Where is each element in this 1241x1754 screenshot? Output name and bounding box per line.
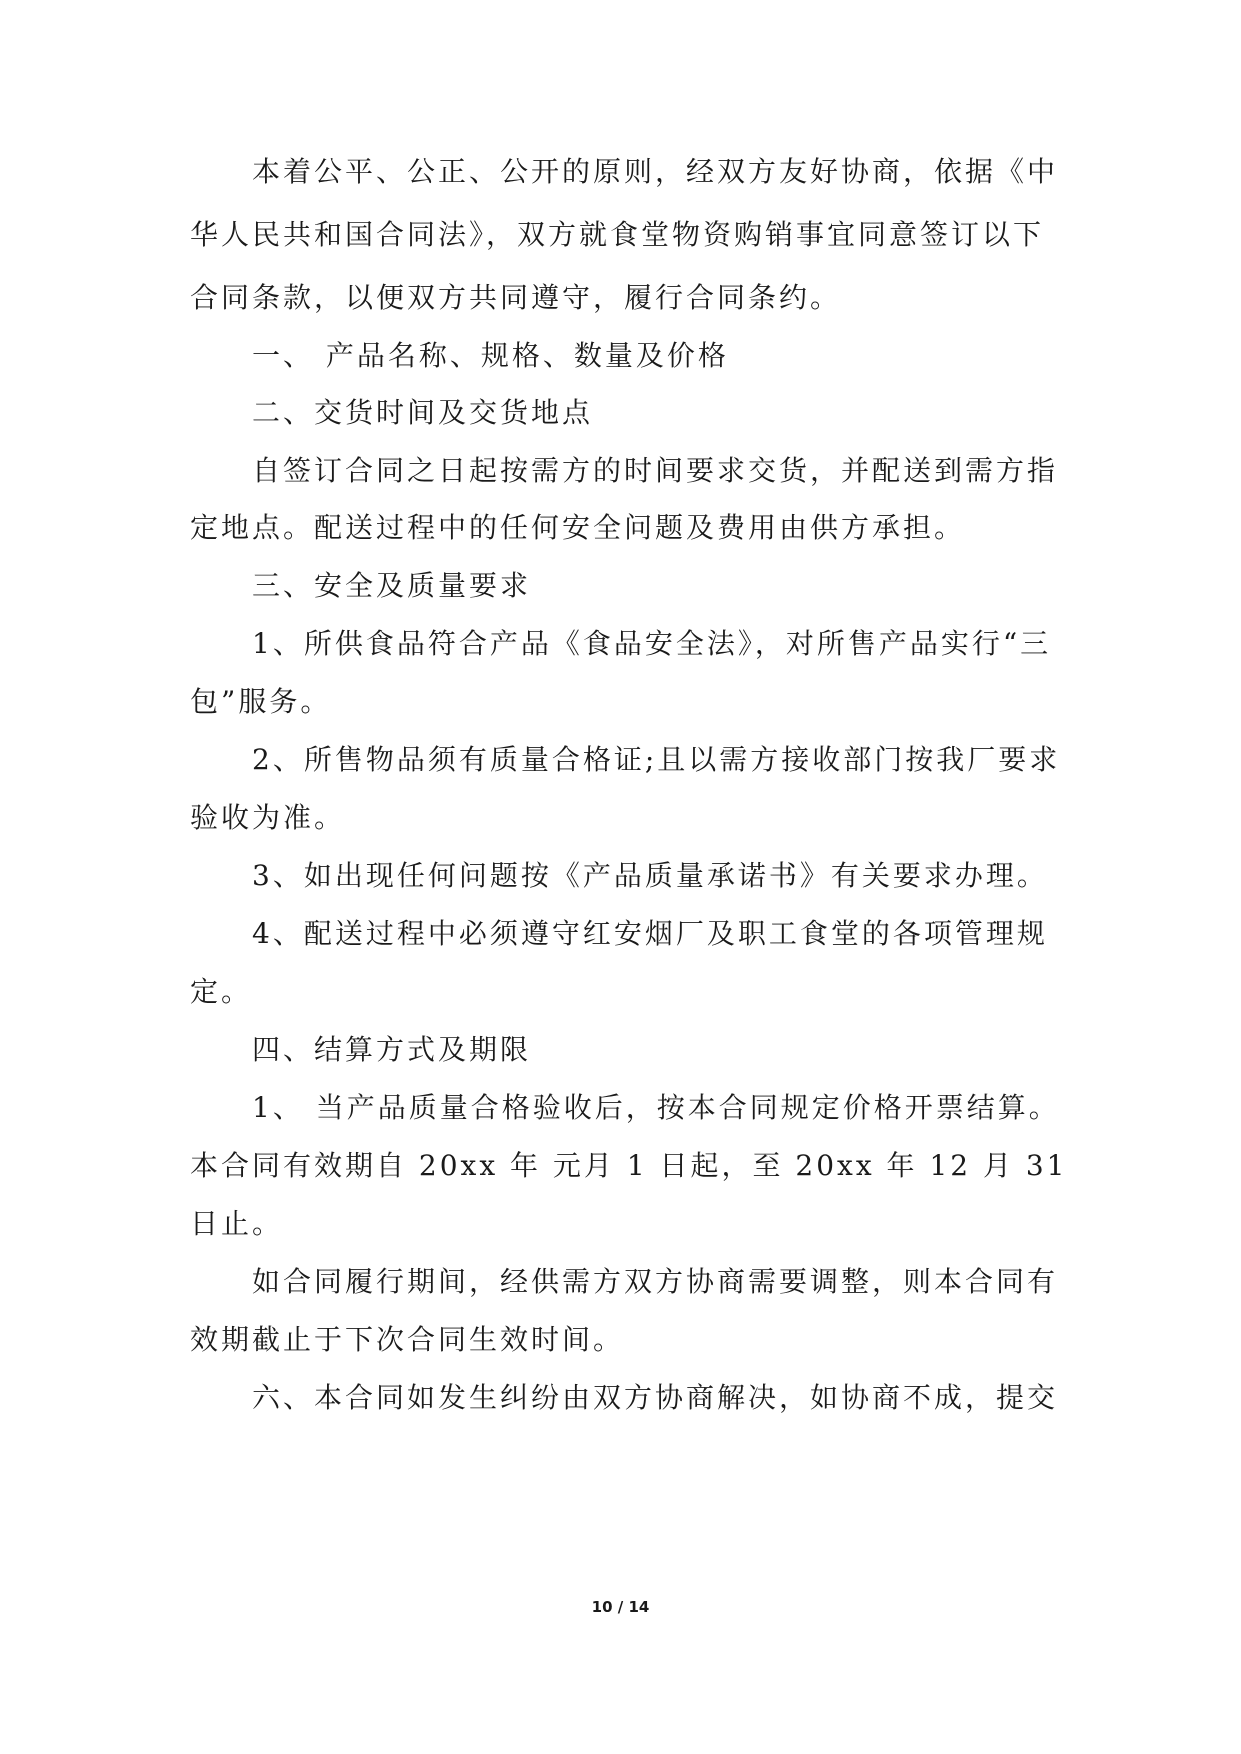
page-number: 10 / 14: [591, 1598, 650, 1616]
paragraph-line: 定。: [190, 975, 253, 1008]
paragraph-line: 定地点。配送过程中的任何安全问题及费用由供方承担。: [190, 511, 966, 544]
paragraph-line: 自签订合同之日起按需方的时间要求交货，并配送到需方指: [252, 454, 1059, 487]
paragraph-line: 本着公平、公正、公开的原则，经双方友好协商，依据《中: [252, 155, 1059, 188]
section-heading: 一、 产品名称、规格、数量及价格: [252, 339, 729, 372]
paragraph-line: 华人民共和国合同法》，双方就食堂物资购销事宜同意签订以下: [190, 218, 1045, 251]
paragraph-line: 日止。: [190, 1207, 284, 1240]
paragraph-line: 2、所售物品须有质量合格证;且以需方接收部门按我厂要求: [252, 743, 1061, 776]
paragraph-line: 本合同有效期自 20xx 年 元月 1 日起，至 20xx 年 12 月 31: [190, 1149, 1068, 1182]
paragraph-line: 4、配送过程中必须遵守红安烟厂及职工食堂的各项管理规: [252, 917, 1048, 950]
section-heading: 四、结算方式及期限: [252, 1033, 532, 1066]
paragraph-line: 1、 当产品质量合格验收后，按本合同规定价格开票结算。: [252, 1091, 1060, 1124]
paragraph-line: 3、如出现任何问题按《产品质量承诺书》有关要求办理。: [252, 859, 1048, 892]
paragraph-line: 验收为准。: [190, 801, 346, 834]
paragraph-line: 1、所供食品符合产品《食品安全法》，对所售产品实行“三: [252, 627, 1052, 660]
section-heading: 三、安全及质量要求: [252, 569, 532, 602]
paragraph-line: 如合同履行期间，经供需方双方协商需要调整，则本合同有: [252, 1265, 1059, 1298]
paragraph-line: 效期截止于下次合同生效时间。: [190, 1323, 625, 1356]
paragraph-line: 合同条款，以便双方共同遵守，履行合同条约。: [190, 281, 842, 314]
section-heading: 二、交货时间及交货地点: [252, 396, 594, 429]
paragraph-line: 包”服务。: [190, 685, 332, 718]
paragraph-line: 六、本合同如发生纠纷由双方协商解决，如协商不成，提交: [252, 1381, 1059, 1414]
